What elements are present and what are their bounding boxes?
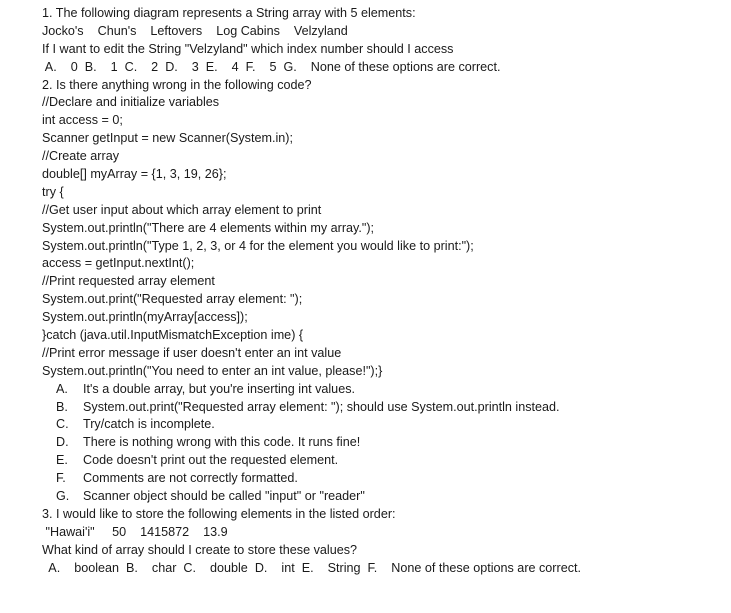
question-document [42, 5, 722, 578]
q2-title: 2. Is there anything wrong in the following code? [42, 77, 312, 92]
q2-options [56, 381, 722, 506]
code-line: System.out.println("You need to enter an int value, please!");} [42, 363, 383, 378]
code-line: System.out.println("Type 1, 2, 3, or 4 for the element you would like to print:"); [42, 238, 474, 253]
q2-option-d [56, 434, 722, 452]
q1-prompt: If I want to edit the String "Velzyland" which index number should I access [42, 41, 454, 56]
option-letter: G. [56, 489, 70, 504]
code-line: System.out.println("There are 4 elements within my array."); [42, 220, 375, 235]
code-line: //Declare and initialize variables [42, 95, 220, 110]
q2-option-a [56, 381, 722, 399]
code-line: Scanner getInput = new Scanner(System.in); [42, 131, 293, 146]
code-line: //Create array [42, 149, 119, 164]
option-text: Code doesn't print out the requested element. [83, 453, 339, 468]
option-letter: F. [56, 471, 66, 486]
q2-option-b [56, 399, 722, 417]
option-letter: A. [56, 381, 68, 396]
q1-options: A. 0 B. 1 C. 2 D. 3 E. 4 F. 5 G. None of these options are correct. [42, 59, 501, 74]
q2-option-g [56, 488, 722, 506]
code-line: //Get user input about which array element to print [42, 202, 322, 217]
q3-title: 3. I would like to store the following elements in the listed order: [42, 506, 396, 521]
code-line: double[] myArray = {1, 3, 19, 26}; [42, 167, 227, 182]
option-text: Scanner object should be called "input" or "reader" [83, 489, 365, 504]
q2-option-e [56, 452, 722, 470]
option-letter: C. [56, 417, 69, 432]
option-text: There is nothing wrong with this code. It runs fine! [83, 435, 361, 450]
q3-array-elements: "Hawai'i" 50 1415872 13.9 [42, 524, 228, 539]
option-text: Comments are not correctly formatted. [83, 471, 298, 486]
code-line: //Print error message if user doesn't enter an int value [42, 345, 342, 360]
option-text: It's a double array, but you're inserting int values. [83, 381, 355, 396]
q2-option-c [56, 416, 722, 434]
q2-option-f [56, 470, 722, 488]
option-letter: B. [56, 399, 68, 414]
code-line: //Print requested array element [42, 274, 215, 289]
code-line: System.out.println(myArray[access]); [42, 310, 248, 325]
option-letter: E. [56, 453, 68, 468]
code-line: access = getInput.nextInt(); [42, 256, 195, 271]
code-line: int access = 0; [42, 113, 123, 128]
option-text: Try/catch is incomplete. [83, 417, 215, 432]
q3-options: A. boolean B. char C. double D. int E. String F. None of these options are correct. [42, 560, 581, 575]
option-letter: D. [56, 435, 69, 450]
q1-title: 1. The following diagram represents a String array with 5 elements: [42, 6, 416, 20]
code-line: }catch (java.util.InputMismatchException ime) { [42, 328, 304, 343]
option-text: System.out.print("Requested array element: "); should use System.out.println instead. [83, 399, 560, 414]
code-line: System.out.print("Requested array element: "); [42, 292, 303, 307]
q1-array-elements: Jocko's Chun's Leftovers Log Cabins Velzyland [42, 23, 348, 38]
q3-prompt: What kind of array should I create to store these values? [42, 542, 358, 557]
code-line: try { [42, 184, 64, 199]
